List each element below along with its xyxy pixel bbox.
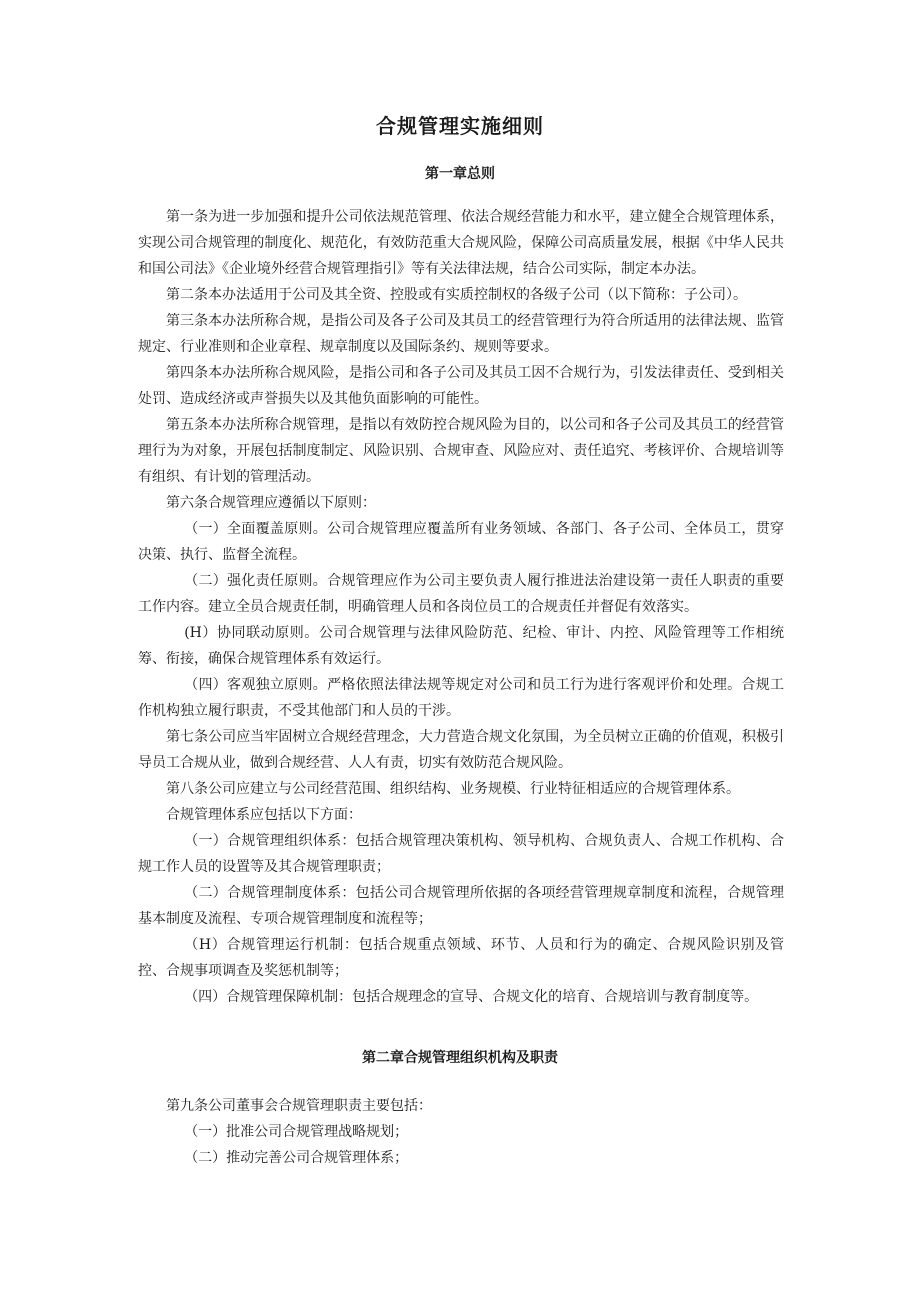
article-9: 第九条公司董事会合规管理职责主要包括： bbox=[166, 1098, 432, 1114]
chapter-2-body bbox=[138, 1093, 784, 1171]
article-6-item-4: （四）客观独立原则。严格依照法律法规等规定对公司和员工行为进行客观评价和处理。合规工作机构独立履行职责，不受其他部门和人员的干涉。 bbox=[138, 677, 784, 719]
article-7: 第七条公司应当牢固树立合规经营理念，大力营造合规文化氛围，为全员树立正确的价值观，积极引导员工合规从业，做到合规经营、人人有责，切实有效防范合规风险。 bbox=[138, 729, 784, 771]
article-4: 第四条本办法所称合规风险，是指公司和各子公司及其员工因不合规行为，引发法律责任、受到相关处罚、造成经济或声誉损失以及其他负面影响的可能性。 bbox=[138, 365, 784, 407]
chapter-1-heading: 第一章总则 bbox=[425, 166, 495, 182]
document-title: 合规管理实施细则 bbox=[376, 114, 544, 138]
article-6-item-2: （二）强化责任原则。合规管理应作为公司主要负责人履行推进法治建设第一责任人职责的重要工作内容。建立全员合规责任制，明确管理人员和各岗位员工的合规责任并督促有效落实。 bbox=[138, 573, 784, 615]
article-5: 第五条本办法所称合规管理，是指以有效防控合规风险为目的，以公司和各子公司及其员工的经营管理行为为对象，开展包括制度制定、风险识别、合规审查、风险应对、责任追究、考核评价、合规培训等有组织、有计划的管理活动。 bbox=[138, 417, 784, 485]
article-2: 第二条本办法适用于公司及其全资、控股或有实质控制权的各级子公司（以下简称：子公司）。 bbox=[166, 287, 747, 303]
chapter-2-heading: 第二章合规管理组织机构及职责 bbox=[362, 1050, 558, 1066]
article-9-item-2: （二）推动完善公司合规管理体系； bbox=[184, 1150, 409, 1166]
article-8-item-2: （二）合规管理制度体系：包括公司合规管理所依据的各项经营管理规章制度和流程，合规管理基本制度及流程、专项合规管理制度和流程等； bbox=[138, 885, 784, 927]
article-8-item-1: （一）合规管理组织体系：包括合规管理决策机构、领导机构、合规负责人、合规工作机构、合规工作人员的设置等及其合规管理职责； bbox=[138, 833, 784, 875]
article-6: 第六条合规管理应遵循以下原则： bbox=[166, 495, 376, 511]
article-6-item-3: (H）协同联动原则。公司合规管理与法律风险防范、纪检、审计、内控、风险管理等工作相统筹、衔接，确保合规管理体系有效运行。 bbox=[138, 625, 784, 667]
article-3: 第三条本办法所称合规，是指公司及各子公司及其员工的经营管理行为符合所适用的法律法规、监管规定、行业准则和企业章程、规章制度以及国际条约、规则等要求。 bbox=[138, 313, 784, 355]
article-1: 第一条为进一步加强和提升公司依法规范管理、依法合规经营能力和水平，建立健全合规管理体系，实现公司合规管理的制度化、规范化，有效防范重大合规风险，保障公司高质量发展，根据《中华人民共和国公司法》《企业境外经营合规管理指引》等有关法律法规，结合公司实际，制定本办法。 bbox=[138, 209, 784, 277]
article-6-item-1: （一）全面覆盖原则。公司合规管理应覆盖所有业务领域、各部门、各子公司、全体员工，贯穿决策、执行、监督全流程。 bbox=[138, 521, 784, 563]
chapter-1-body bbox=[138, 204, 784, 1010]
article-8-intro: 合规管理体系应包括以下方面： bbox=[166, 807, 362, 823]
article-8-item-3: （H）合规管理运行机制：包括合规重点领域、环节、人员和行为的确定、合规风险识别及管控、合规事项调查及奖惩机制等； bbox=[138, 937, 784, 979]
article-9-item-1: （一）批准公司合规管理战略规划； bbox=[184, 1124, 409, 1140]
article-8: 第八条公司应建立与公司经营范围、组织结构、业务规模、行业特征相适应的合规管理体系。 bbox=[166, 781, 740, 797]
article-8-item-4: （四）合规管理保障机制：包括合规理念的宣导、合规文化的培育、合规培训与教育制度等。 bbox=[184, 989, 759, 1005]
